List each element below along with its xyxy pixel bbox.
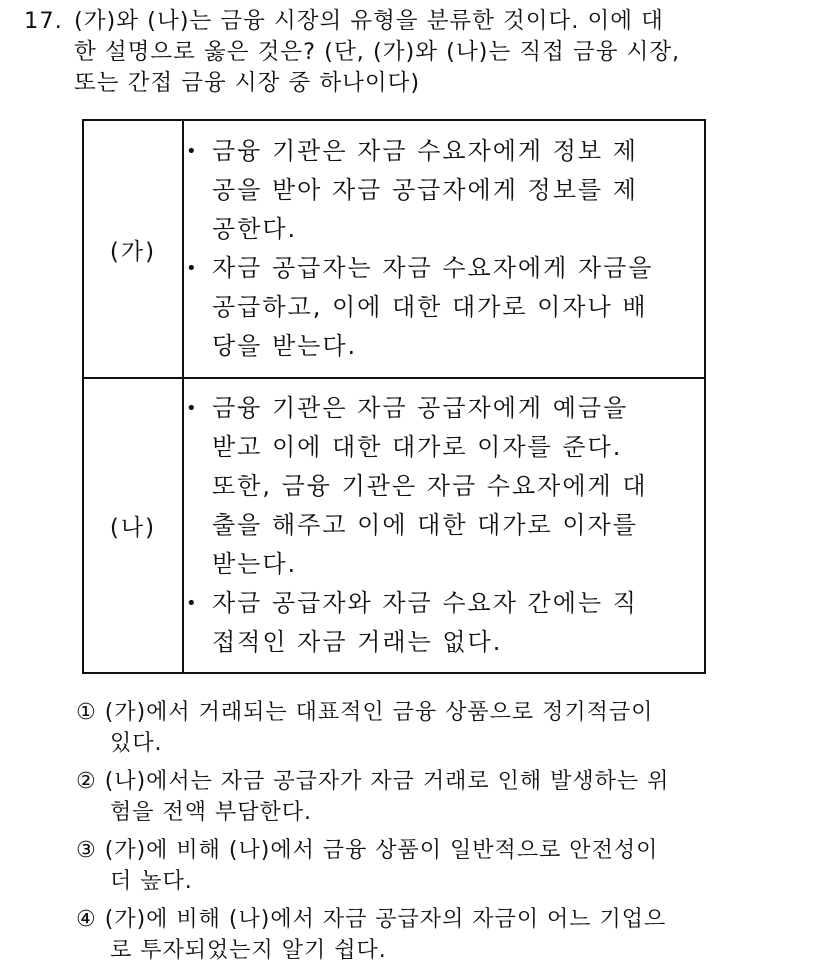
row-ga — [83, 120, 705, 378]
choice-text: (가)에 비해 (나)에서 금융 상품이 일반적으로 안전성이 — [104, 838, 659, 863]
bullet-line: 금융 기관은 자금 공급자에게 예금을 — [212, 394, 629, 422]
bullet-line: 공급하고, 이에 대한 대가로 이자나 배 — [212, 293, 648, 321]
row-content-ga — [183, 120, 705, 378]
bullet-dot-icon: • — [186, 141, 197, 162]
bullet-line: 받는다. — [212, 550, 298, 578]
row-na — [83, 378, 705, 673]
choice-4[interactable] — [76, 904, 796, 966]
choice-text: (나)에서는 자금 공급자가 자금 거래로 인해 발생하는 위 — [104, 769, 670, 794]
row-content-na — [183, 378, 705, 673]
choice-line — [76, 697, 796, 728]
choice-text: 로 투자되었는지 알기 쉽다. — [110, 938, 387, 963]
bullet-dot-icon: • — [186, 258, 197, 279]
bullet-line: 받고 이에 대한 대가로 이자를 준다. — [212, 433, 623, 461]
question-line-3: 또는 간접 금융 시장 중 하나이다) — [74, 70, 421, 96]
bullet-line: 접적인 자금 거래는 없다. — [212, 628, 503, 656]
choice-2[interactable] — [76, 766, 796, 828]
choice-text: 더 높다. — [110, 869, 193, 894]
bullet-line: 금융 기관은 자금 수요자에게 정보 제 — [212, 137, 638, 165]
answer-choices — [76, 697, 796, 973]
question-line-1 — [24, 6, 784, 37]
choice-line — [76, 904, 796, 935]
bullet-line: 당을 받는다. — [212, 332, 358, 360]
choice-text: 있다. — [110, 731, 163, 756]
choice-1[interactable] — [76, 697, 796, 759]
bullet-line: 공한다. — [212, 215, 298, 243]
bullet-line: 공을 받아 자금 공급자에게 정보를 제 — [212, 176, 638, 204]
choice-text: (가)에 비해 (나)에서 자금 공급자의 자금이 어느 기업으 — [104, 907, 667, 932]
question-text-1: (가)와 (나)는 금융 시장의 유형을 분류한 것이다. 이에 대 — [74, 8, 664, 34]
bullet-item — [184, 132, 704, 249]
market-type-table — [82, 119, 706, 674]
choice-marker: ② — [76, 769, 97, 794]
bullet-dot-icon: • — [186, 398, 197, 419]
question-stem — [24, 6, 784, 99]
choice-marker: ③ — [76, 838, 97, 863]
bullet-line: 출을 해주고 이에 대한 대가로 이자를 — [212, 511, 638, 539]
choice-3[interactable] — [76, 835, 796, 897]
choice-marker: ④ — [76, 907, 97, 932]
choice-marker: ① — [76, 700, 97, 725]
bullet-item — [184, 584, 704, 662]
choice-text: (가)에서 거래되는 대표적인 금융 상품으로 정기적금이 — [104, 700, 654, 725]
bullet-item — [184, 249, 704, 366]
bullet-item — [184, 389, 704, 584]
bullet-line: 자금 공급자는 자금 수요자에게 자금을 — [212, 254, 654, 282]
choice-text: 험을 전액 부담한다. — [110, 800, 312, 825]
bullet-line: 자금 공급자와 자금 수요자 간에는 직 — [212, 589, 638, 617]
row-label-na: (나) — [83, 378, 183, 673]
bullet-dot-icon: • — [186, 593, 197, 614]
bullet-line: 또한, 금융 기관은 자금 수요자에게 대 — [212, 472, 648, 500]
question-number: 17. — [24, 8, 63, 34]
question-line-2: 한 설명으로 옳은 것은? (단, (가)와 (나)는 직접 금융 시장, — [74, 39, 681, 65]
choice-line — [76, 835, 796, 866]
row-label-ga: (가) — [83, 120, 183, 378]
choice-line — [76, 766, 796, 797]
